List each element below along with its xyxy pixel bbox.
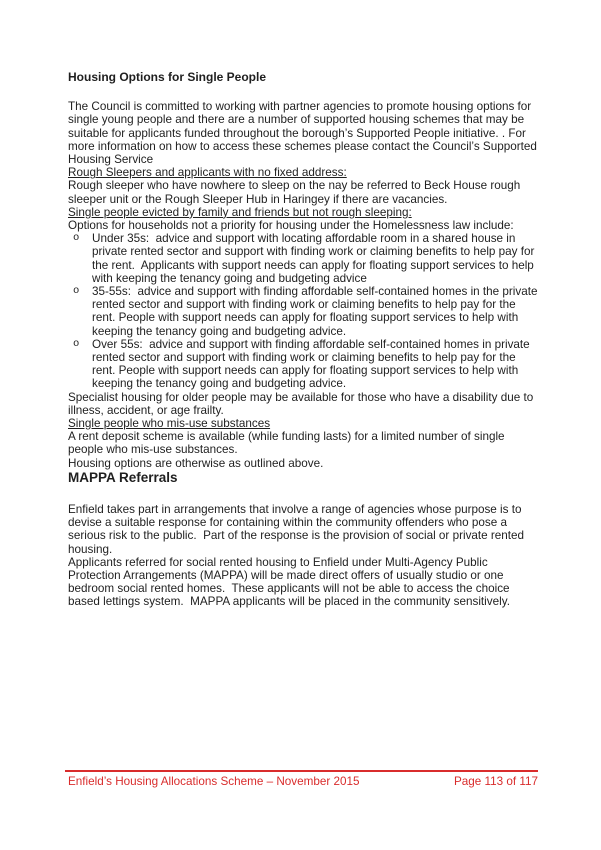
footer-rule bbox=[65, 770, 538, 772]
mappa-heading: MAPPA Referrals bbox=[68, 469, 178, 485]
bullet-marker: o bbox=[73, 232, 80, 245]
evicted-body: Options for households not a priority for housing under the Homelessness law include: bbox=[68, 219, 514, 233]
substances-body: A rent deposit scheme is available (while funding lasts) for a limited number of single people who mis-use substances. bbox=[68, 430, 508, 457]
page-title: Housing Options for Single People bbox=[68, 70, 267, 84]
list-item-under-35s bbox=[68, 232, 539, 285]
footer-document-title: Enfield’s Housing Allocations Scheme – November 2015 bbox=[68, 775, 360, 788]
evicted-heading: Single people evicted by family and friends but not rough sleeping: bbox=[68, 205, 412, 219]
mappa-paragraph-2: Applicants referred for social rented housing to Enfield under Multi-Agency Public Protection Arrangements (MAPPA) will be made direct offers of usually studio or one bedroom social rented homes. These applicants will not be able to access the choice based lettings system. MAPPA applicants will be placed in the community sensitively. bbox=[68, 555, 513, 609]
rough-sleepers-heading: Rough Sleepers and applicants with no fixed address: bbox=[68, 166, 347, 180]
list-item-text: 35-55s: advice and support with finding affordable self-contained homes in the private rented sector and support with finding work or claiming benefits to help pay for the rent. People with support needs can apply for floating support services to help with keeping the tenancy going and budgeting advice. bbox=[92, 285, 541, 338]
bullet-marker: o bbox=[73, 285, 80, 298]
document-body bbox=[68, 71, 539, 609]
list-item-over-55s bbox=[68, 338, 539, 391]
section-substances bbox=[68, 417, 539, 457]
bullet-marker: o bbox=[73, 337, 80, 350]
page-footer bbox=[68, 775, 538, 788]
rough-sleepers-body: Rough sleeper who have nowhere to sleep on the nay be referred to Beck House rough sleeper unit or the Rough Sleeper Hub in Haringey if there are vacancies. bbox=[68, 179, 524, 206]
list-item-text: Under 35s: advice and support with locating affordable room in a shared house in private rented sector and support with finding work or claiming benefits to help pay for the rent. Applicants with support needs can apply for floating support services to help with keeping the tenancy going and budgeting advice bbox=[92, 232, 538, 285]
intro-paragraph: The Council is committed to working with partner agencies to promote housing options for single young people and there are a number of supported housing schemes that may be suitable for applicants funded throughout the borough’s Supported People initiative. . For more information on how to access these schemes please contact the Council’s Supported Housing Service bbox=[68, 100, 541, 167]
section-rough-sleepers bbox=[68, 166, 539, 206]
list-item-text: Over 55s: advice and support with finding affordable self-contained homes in private rented sector and support with finding work or claiming benefits to help pay for the rent. People with support needs can apply for floating support services to help with keeping the tenancy going and budgeting advice. bbox=[92, 337, 533, 391]
specialist-housing-paragraph: Specialist housing for older people may be available for those who have a disability due to illness, accident, or age frailty. bbox=[68, 390, 537, 417]
footer-page-number: Page 113 of 117 bbox=[453, 775, 538, 788]
otherwise-paragraph: Housing options are otherwise as outlined above. bbox=[68, 456, 324, 470]
substances-heading: Single people who mis-use substances bbox=[68, 417, 271, 431]
section-evicted bbox=[68, 206, 539, 232]
list-item-35-55s bbox=[68, 285, 539, 338]
mappa-paragraph-1: Enfield takes part in arrangements that involve a range of agencies whose purpose is to devise a suitable response for containing within the community offenders who pose a serious risk to the public. Part of the response is the provision of social or private rented housing. bbox=[68, 502, 528, 556]
